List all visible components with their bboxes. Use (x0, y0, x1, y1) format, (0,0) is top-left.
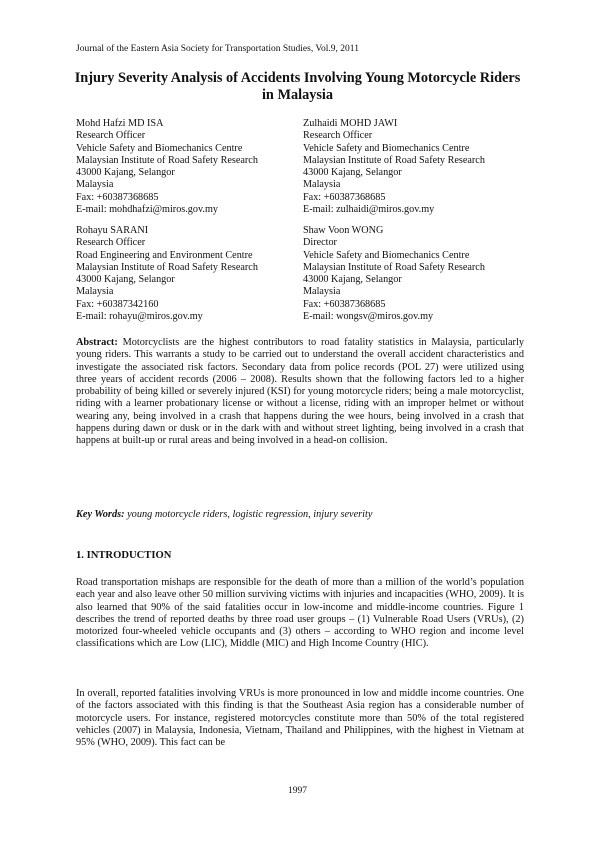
author-country: Malaysia (303, 179, 341, 191)
author-block-2 (303, 118, 485, 216)
author-position: Research Officer (303, 130, 373, 142)
author-department: Vehicle Safety and Biomechanics Centre (76, 142, 243, 154)
keywords (76, 509, 524, 521)
author-institute: Malaysian Institute of Road Safety Research (76, 261, 258, 273)
body-paragraph: Road transportation mishaps are responsible for the death of more than a million of the world’s population each year and also leave other 50 million surviving victims with injuries and incapacities (WHO, 2009). It is also learned that 90% of the said fatalities occur in low-income and middle-income countries. Figure 1 describes the trend of reported deaths by three road user groups – (1) Vulnerable Road Users (VRUs), (2) motorized four-wheeled vehicle occupants and (3) others – according to WHO region and income level classifications which are Low (LIC), Middle (MIC) and High Income Country (HIC). (76, 577, 524, 650)
author-country: Malaysia (76, 286, 114, 298)
abstract-text: Motorcyclists are the highest contributors to road fatality statistics in Malaysia, particularly young riders. This warrants a study to be carried out to understand the overall accident characteristics and investigate the associated risk factors. Secondary data from police records (POL 27) were utilized using three years of accident records (2006 – 2008). Results shown that the following factors led to a higher probability of being killed or severely injured (KSI) for young motorcycle riders; being a male motorcyclist, riding with a learner probationary license or without a license, riding with an improper helmet or without wearing any, being involved in a crash that happens during the wee hours, being involved in a crash that happens during dawn or dusk or in the dark with and without street lighting, being involved in a crash that happens at built-up or rural areas and being involved in a head-on collision. (76, 337, 524, 447)
page-number: 1997 (288, 786, 307, 796)
author-name: Mohd Hafzi MD ISA (76, 118, 164, 129)
paper-title: Injury Severity Analysis of Accidents Involving Young Motorcycle Riders in Malaysia (74, 70, 521, 103)
author-country: Malaysia (76, 179, 114, 191)
author-country: Malaysia (303, 286, 341, 298)
keywords-text: young motorcycle riders, logistic regression, injury severity (124, 509, 373, 520)
abstract-label: Abstract: (76, 337, 118, 348)
author-block-4 (303, 225, 485, 323)
author-name: Zulhaidi MOHD JAWI (303, 118, 398, 129)
author-institute: Malaysian Institute of Road Safety Research (303, 261, 485, 273)
author-position: Research Officer (76, 130, 146, 142)
author-block-1 (76, 118, 258, 216)
author-position: Research Officer (76, 237, 146, 249)
author-email: E-mail: rohayu@miros.gov.my (76, 311, 203, 323)
author-address: 43000 Kajang, Selangor (303, 167, 402, 179)
author-fax: Fax: +60387368685 (76, 191, 159, 203)
author-email: E-mail: wongsv@miros.gov.my (303, 311, 434, 323)
author-department: Vehicle Safety and Biomechanics Centre (303, 142, 470, 154)
author-name: Rohayu SARANI (76, 225, 149, 236)
author-institute: Malaysian Institute of Road Safety Research (303, 154, 485, 166)
author-position: Director (303, 237, 337, 249)
author-fax: Fax: +60387368685 (303, 191, 386, 203)
abstract (76, 337, 524, 448)
author-fax: Fax: +60387342160 (76, 298, 159, 310)
author-fax: Fax: +60387368685 (303, 298, 386, 310)
author-department: Road Engineering and Environment Centre (76, 249, 253, 261)
author-institute: Malaysian Institute of Road Safety Research (76, 154, 258, 166)
author-address: 43000 Kajang, Selangor (303, 274, 402, 286)
body-paragraph: In overall, reported fatalities involving VRUs is more pronounced in low and middle income countries. One of the factors associated with this finding is that the Southeast Asia region has a considerable number of motorcycle users. For instance, registered motorcycles constitute more than 50% of the total registered vehicles (2007) in Malaysia, Indonesia, Vietnam, Thailand and Philippines, with the highest in Vietnam at 95% (WHO, 2009). This fact can be (76, 688, 524, 749)
journal-header: Journal of the Eastern Asia Society for Transportation Studies, Vol.9, 2011 (76, 44, 359, 54)
author-address: 43000 Kajang, Selangor (76, 167, 175, 179)
author-email: E-mail: mohdhafzi@miros.gov.my (76, 204, 218, 216)
section-heading: 1. INTRODUCTION (76, 550, 172, 561)
author-name: Shaw Voon WONG (303, 225, 384, 236)
author-email: E-mail: zulhaidi@miros.gov.my (303, 204, 435, 216)
keywords-label: Key Words: (76, 509, 125, 520)
author-department: Vehicle Safety and Biomechanics Centre (303, 249, 470, 261)
author-block-3 (76, 225, 258, 323)
author-address: 43000 Kajang, Selangor (76, 274, 175, 286)
